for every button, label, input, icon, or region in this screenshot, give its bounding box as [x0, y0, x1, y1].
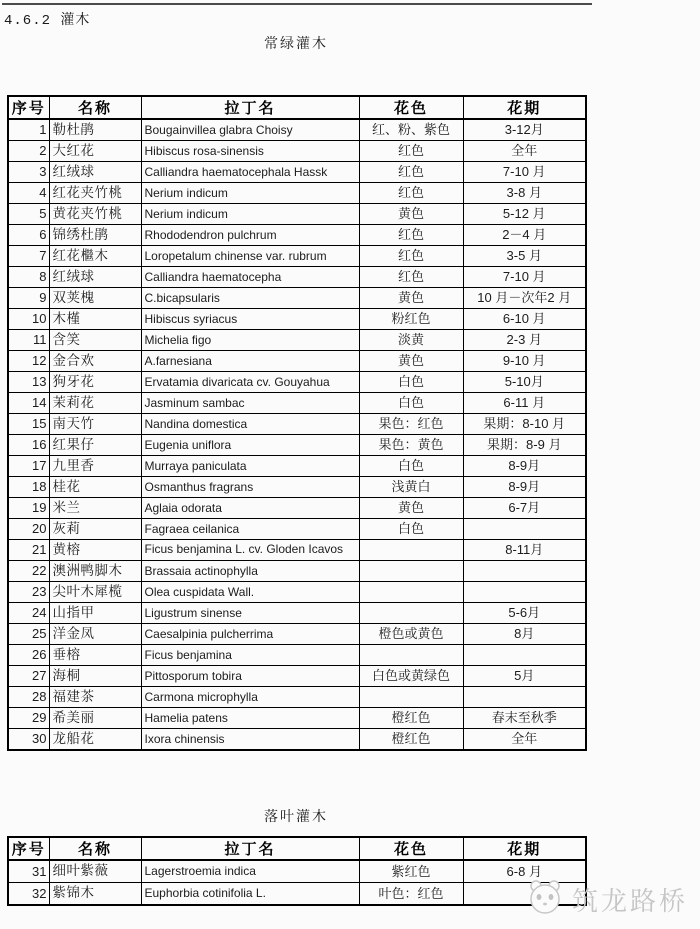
cell-name: 红绒球	[49, 267, 141, 288]
cell-no: 25	[8, 624, 49, 645]
cell-period: 全年	[463, 729, 586, 751]
cell-period: 3-5 月	[463, 246, 586, 267]
column-header-color: 花色	[359, 96, 463, 119]
cell-period: 2－4 月	[463, 225, 586, 246]
cell-color: 粉红色	[359, 309, 463, 330]
cell-latin: Brassaia actinophylla	[141, 561, 359, 582]
cell-no: 2	[8, 141, 49, 162]
watermark	[524, 879, 688, 919]
cell-latin: Ficus benjamina L. cv. Gloden Icavos	[141, 540, 359, 561]
cell-latin: Aglaia odorata	[141, 498, 359, 519]
cell-name: 垂榕	[49, 645, 141, 666]
cell-color: 果色：红色	[359, 414, 463, 435]
table-row	[8, 498, 586, 519]
evergreen-shrubs-table	[7, 95, 587, 751]
cell-no: 8	[8, 267, 49, 288]
cell-period: 7-10 月	[463, 267, 586, 288]
cell-name: 勒杜鹃	[49, 119, 141, 141]
cell-color: 黄色	[359, 498, 463, 519]
column-header-color: 花色	[359, 837, 463, 860]
cell-name: 尖叶木犀榄	[49, 582, 141, 603]
cell-color	[359, 540, 463, 561]
deciduous-table-title: 落叶灌木	[264, 808, 328, 824]
cell-latin: Murraya paniculata	[141, 456, 359, 477]
cell-no: 31	[8, 860, 49, 883]
cell-name: 九里香	[49, 456, 141, 477]
cell-no: 29	[8, 708, 49, 729]
cell-period: 6-8 月	[463, 860, 586, 883]
deciduous-table-body	[8, 860, 586, 905]
cell-period: 10 月－次年2 月	[463, 288, 586, 309]
column-header-no: 序号	[8, 837, 49, 860]
cell-color: 白色	[359, 393, 463, 414]
cell-color	[359, 582, 463, 603]
cell-name: 米兰	[49, 498, 141, 519]
cell-no: 13	[8, 372, 49, 393]
cell-name: 红花檵木	[49, 246, 141, 267]
cell-period: 果期：8-10 月	[463, 414, 586, 435]
cell-latin: Ixora chinensis	[141, 729, 359, 751]
cell-period: 6-10 月	[463, 309, 586, 330]
cell-color: 叶色：红色	[359, 883, 463, 906]
cell-period: 春末至秋季	[463, 708, 586, 729]
table-row	[8, 883, 586, 906]
cell-latin: Eugenia uniflora	[141, 435, 359, 456]
cell-period: 果期：8-9 月	[463, 435, 586, 456]
cell-period	[463, 687, 586, 708]
cell-latin: Nerium indicum	[141, 183, 359, 204]
cell-latin: Rhododendron pulchrum	[141, 225, 359, 246]
cell-color: 红色	[359, 183, 463, 204]
cell-period: 5-6月	[463, 603, 586, 624]
cell-no: 14	[8, 393, 49, 414]
cell-no: 26	[8, 645, 49, 666]
column-header-name: 名称	[49, 837, 141, 860]
cell-color: 白色	[359, 456, 463, 477]
cell-name: 茉莉花	[49, 393, 141, 414]
evergreen-table-body	[8, 119, 586, 750]
cell-name: 细叶紫薇	[49, 860, 141, 883]
cell-color: 红色	[359, 246, 463, 267]
cell-name: 龙船花	[49, 729, 141, 751]
cell-no: 11	[8, 330, 49, 351]
table-row	[8, 624, 586, 645]
column-header-latin: 拉丁名	[141, 96, 359, 119]
cell-period: 8月	[463, 624, 586, 645]
cell-color: 橙色或黄色	[359, 624, 463, 645]
cell-period	[463, 645, 586, 666]
cell-color: 橙红色	[359, 729, 463, 751]
header-row	[8, 96, 586, 119]
table-row	[8, 603, 586, 624]
table-row	[8, 183, 586, 204]
cell-color	[359, 603, 463, 624]
column-header-latin: 拉丁名	[141, 837, 359, 860]
cell-color: 红色	[359, 162, 463, 183]
cell-color: 红色	[359, 267, 463, 288]
cell-name: 桂花	[49, 477, 141, 498]
cell-no: 10	[8, 309, 49, 330]
cell-color: 白色	[359, 519, 463, 540]
table-row	[8, 687, 586, 708]
cell-color: 果色：黄色	[359, 435, 463, 456]
cell-latin: Carmona microphylla	[141, 687, 359, 708]
table-row	[8, 225, 586, 246]
cell-color: 浅黄白	[359, 477, 463, 498]
table-row	[8, 288, 586, 309]
cell-no: 3	[8, 162, 49, 183]
cell-color: 黄色	[359, 204, 463, 225]
panda-logo-icon	[524, 878, 566, 921]
cell-color: 黄色	[359, 288, 463, 309]
cell-name: 含笑	[49, 330, 141, 351]
cell-latin: Calliandra haematocepha	[141, 267, 359, 288]
cell-name: 锦绣杜鹃	[49, 225, 141, 246]
cell-no: 1	[8, 119, 49, 141]
cell-latin: Calliandra haematocephala Hassk	[141, 162, 359, 183]
table-row	[8, 561, 586, 582]
cell-latin: C.bicapsularis	[141, 288, 359, 309]
deciduous-shrubs-table	[7, 836, 587, 906]
table-row	[8, 162, 586, 183]
cell-latin: A.farnesiana	[141, 351, 359, 372]
cell-color: 淡黄	[359, 330, 463, 351]
cell-period: 6-7月	[463, 498, 586, 519]
table-row	[8, 246, 586, 267]
cell-name: 双荚槐	[49, 288, 141, 309]
cell-latin: Nerium indicum	[141, 204, 359, 225]
table-row	[8, 645, 586, 666]
cell-period: 2-3 月	[463, 330, 586, 351]
cell-no: 7	[8, 246, 49, 267]
cell-no: 20	[8, 519, 49, 540]
cell-latin: Pittosporum tobira	[141, 666, 359, 687]
cell-name: 红花夹竹桃	[49, 183, 141, 204]
evergreen-table-title: 常绿灌木	[264, 35, 328, 51]
cell-period: 5-10月	[463, 372, 586, 393]
cell-period: 9-10 月	[463, 351, 586, 372]
table-row	[8, 309, 586, 330]
cell-no: 19	[8, 498, 49, 519]
table-row	[8, 666, 586, 687]
table-row	[8, 267, 586, 288]
cell-no: 15	[8, 414, 49, 435]
cell-period	[463, 561, 586, 582]
cell-latin: Jasminum sambac	[141, 393, 359, 414]
cell-no: 9	[8, 288, 49, 309]
table-row	[8, 141, 586, 162]
cell-no: 23	[8, 582, 49, 603]
cell-name: 金合欢	[49, 351, 141, 372]
cell-name: 红果仔	[49, 435, 141, 456]
cell-color: 红色	[359, 225, 463, 246]
cell-latin: Lagerstroemia indica	[141, 860, 359, 883]
table-row	[8, 204, 586, 225]
cell-name: 洋金凤	[49, 624, 141, 645]
cell-latin: Ervatamia divaricata cv. Gouyahua	[141, 372, 359, 393]
cell-name: 狗牙花	[49, 372, 141, 393]
cell-latin: Ligustrum sinense	[141, 603, 359, 624]
cell-color: 白色或黄绿色	[359, 666, 463, 687]
cell-color	[359, 561, 463, 582]
table-row	[8, 860, 586, 883]
cell-no: 30	[8, 729, 49, 751]
cell-period: 3-12月	[463, 119, 586, 141]
cell-latin: Hibiscus syriacus	[141, 309, 359, 330]
cell-no: 12	[8, 351, 49, 372]
cell-period: 8-11月	[463, 540, 586, 561]
cell-no: 4	[8, 183, 49, 204]
cell-name: 灰莉	[49, 519, 141, 540]
cell-color: 黄色	[359, 351, 463, 372]
cell-latin: Hamelia patens	[141, 708, 359, 729]
cell-latin: Osmanthus fragrans	[141, 477, 359, 498]
cell-no: 5	[8, 204, 49, 225]
watermark-text: 筑龙路桥	[572, 886, 689, 916]
cell-latin: Nandina domestica	[141, 414, 359, 435]
cell-name: 希美丽	[49, 708, 141, 729]
table-row	[8, 477, 586, 498]
cell-latin: Ficus benjamina	[141, 645, 359, 666]
cell-no: 21	[8, 540, 49, 561]
cell-no: 27	[8, 666, 49, 687]
cell-period	[463, 519, 586, 540]
cell-latin: Bougainvillea glabra Choisy	[141, 119, 359, 141]
cell-no: 16	[8, 435, 49, 456]
cell-no: 28	[8, 687, 49, 708]
cell-latin: Caesalpinia pulcherrima	[141, 624, 359, 645]
cell-name: 大红花	[49, 141, 141, 162]
cell-latin: Fagraea ceilanica	[141, 519, 359, 540]
cell-no: 17	[8, 456, 49, 477]
cell-period: 5-12 月	[463, 204, 586, 225]
table-row	[8, 582, 586, 603]
cell-no: 24	[8, 603, 49, 624]
table-row	[8, 351, 586, 372]
cell-name: 南天竹	[49, 414, 141, 435]
cell-latin: Loropetalum chinense var. rubrum	[141, 246, 359, 267]
cell-color: 红色	[359, 141, 463, 162]
column-header-no: 序号	[8, 96, 49, 119]
cell-latin: Michelia figo	[141, 330, 359, 351]
table-row	[8, 330, 586, 351]
cell-latin: Olea cuspidata Wall.	[141, 582, 359, 603]
cell-color: 橙红色	[359, 708, 463, 729]
table-row	[8, 456, 586, 477]
cell-no: 18	[8, 477, 49, 498]
cell-name: 红绒球	[49, 162, 141, 183]
cell-name: 海桐	[49, 666, 141, 687]
table-row	[8, 708, 586, 729]
cell-latin: Hibiscus rosa-sinensis	[141, 141, 359, 162]
cell-name: 黄榕	[49, 540, 141, 561]
column-header-name: 名称	[49, 96, 141, 119]
table-row	[8, 393, 586, 414]
cell-name: 澳洲鸭脚木	[49, 561, 141, 582]
header-rule	[2, 3, 592, 5]
table-row	[8, 119, 586, 141]
cell-name: 福建茶	[49, 687, 141, 708]
table-row	[8, 435, 586, 456]
cell-color: 白色	[359, 372, 463, 393]
cell-period: 全年	[463, 141, 586, 162]
cell-period: 8-9月	[463, 477, 586, 498]
table-row	[8, 540, 586, 561]
column-header-period: 花期	[463, 96, 586, 119]
cell-color: 紫红色	[359, 860, 463, 883]
table-row	[8, 372, 586, 393]
cell-period: 3-8 月	[463, 183, 586, 204]
cell-period: 5月	[463, 666, 586, 687]
table-row	[8, 414, 586, 435]
cell-no: 22	[8, 561, 49, 582]
cell-no: 6	[8, 225, 49, 246]
cell-latin: Euphorbia cotinifolia L.	[141, 883, 359, 906]
cell-period	[463, 582, 586, 603]
table-row	[8, 519, 586, 540]
cell-color	[359, 645, 463, 666]
cell-period: 7-10 月	[463, 162, 586, 183]
column-header-period: 花期	[463, 837, 586, 860]
table-row	[8, 729, 586, 751]
cell-name: 紫锦木	[49, 883, 141, 906]
cell-period: 6-11 月	[463, 393, 586, 414]
cell-name: 木槿	[49, 309, 141, 330]
cell-name: 黄花夹竹桃	[49, 204, 141, 225]
cell-no: 32	[8, 883, 49, 906]
section-heading: 4.6.2 灌木	[4, 13, 91, 29]
cell-period: 8-9月	[463, 456, 586, 477]
cell-color	[359, 687, 463, 708]
cell-color: 红、粉、紫色	[359, 119, 463, 141]
header-row	[8, 837, 586, 860]
cell-name: 山指甲	[49, 603, 141, 624]
